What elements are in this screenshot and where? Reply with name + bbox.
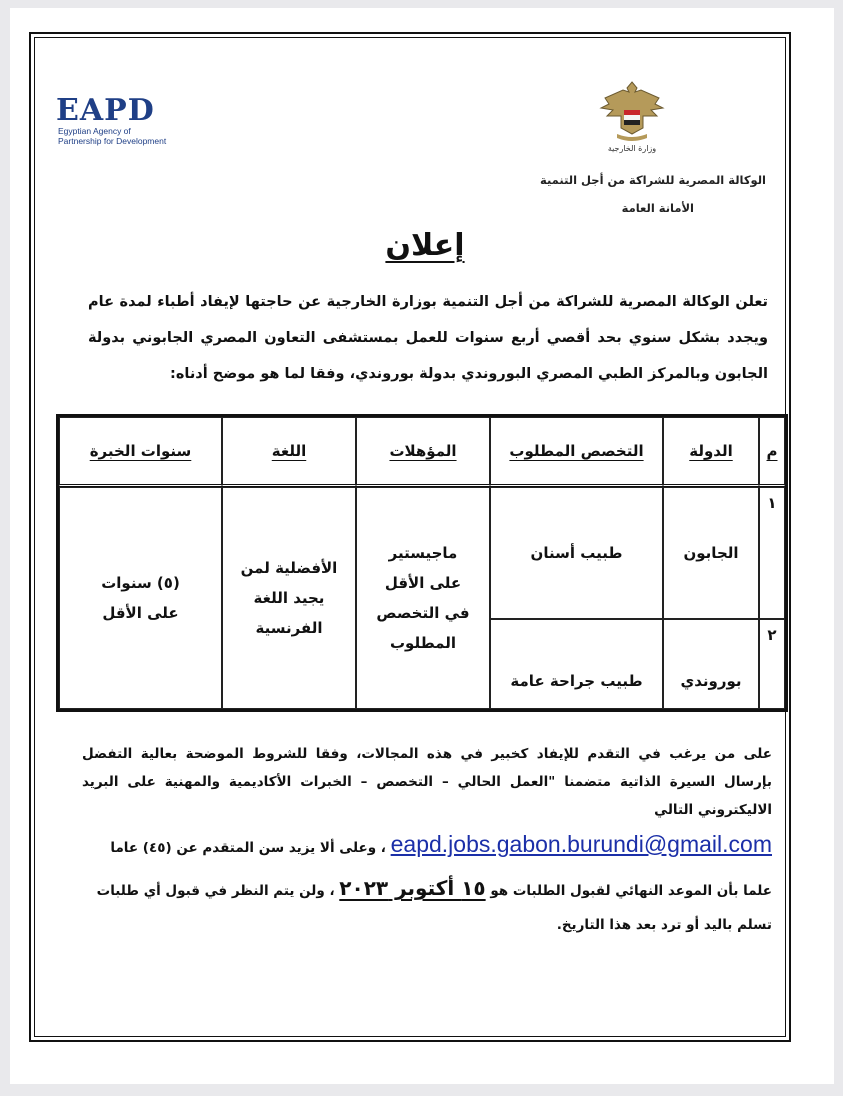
email-line [82,824,772,868]
ministry-caption: وزارة الخارجية [607,144,657,153]
deadline-date: ١٥ أكتوبر ٢٠٢٣ [339,876,486,900]
qualifications-text: ماجيستير على الأقل في التخصص المطلوب [376,544,470,652]
experience-text: (٥) سنوات على الأقل [101,574,180,622]
age-requirement: ، وعلى ألا يزيد سن المتقدم عن (٤٥) عاما [110,840,386,856]
eapd-logo-subtitle-2: Partnership for Development [58,136,167,146]
header-qualifications: المؤهلات [356,417,490,487]
row-num: ١ [759,487,785,619]
table-row [59,487,785,619]
announcement-title: إعلان [385,228,465,263]
language-cell [222,487,356,709]
header-num: م [759,417,785,487]
qualifications-cell [356,487,490,709]
row-country: الجابون [663,487,759,619]
positions-table [56,414,788,712]
eapd-logo-subtitle-1: Egyptian Agency of [58,126,131,136]
intro-paragraph: تعلن الوكالة المصرية للشراكة من أجل التنمية بوزارة الخارجية عن حاجتها لإيفاد أطباء لمدة عام ويجدد بشكل سنوي بحد أقصي أربع سنوات للعمل بمستشفى التعاون المصري الجابوني بدولة الجابون وبالمركز الطبي المصري البوروندي بدولة بوروندي، وفقا لما هو موضح أدناه: [88,294,768,382]
header-country: الدولة [663,417,759,487]
instructions-text: على من يرغب في التقدم للإيفاد كخبير في هذه المجالات، وفقا للشروط الموضحة بعالية التفضل بإرسال السيرة الذاتية متضمنا "العمل الحالي – التخصص – الخبرات الأكاديمية والمهنية على البريد الاليكتروني التالي [82,746,772,818]
application-email-link[interactable]: eapd.jobs.gabon.burundi@gmail.com [390,831,772,857]
row-specialty: طبيب أسنان [490,487,663,619]
experience-cell [59,487,222,709]
org-name: الوكالة المصرية للشراكة من أجل التنمية [540,173,766,187]
deadline-suffix: ، ولن يتم النظر في قبول أي طلبات [96,883,335,899]
language-text: الأفضلية لمن يجيد اللغة الفرنسية [240,559,338,637]
header-experience: سنوات الخبرة [59,417,222,487]
deadline-prefix: علما بأن الموعد النهائي لقبول الطلبات هو [490,883,772,899]
row-country: بوروندي [663,619,759,709]
header-specialty: التخصص المطلوب [490,417,663,487]
ministry-eagle-emblem [597,76,667,154]
closing-line: تسلم باليد أو ترد بعد هذا التاريخ. [556,917,772,933]
org-department: الأمانة العامة [621,201,694,215]
eapd-logo [56,93,206,146]
organization-header [506,166,766,222]
deadline-line [82,868,772,911]
eapd-logo-mark: EAPD [56,93,155,128]
row-num: ٢ [759,619,785,709]
table-header-row [59,417,785,487]
application-instructions [82,740,772,939]
row-specialty: طبيب جراحة عامة [490,619,663,709]
header-language: اللغة [222,417,356,487]
